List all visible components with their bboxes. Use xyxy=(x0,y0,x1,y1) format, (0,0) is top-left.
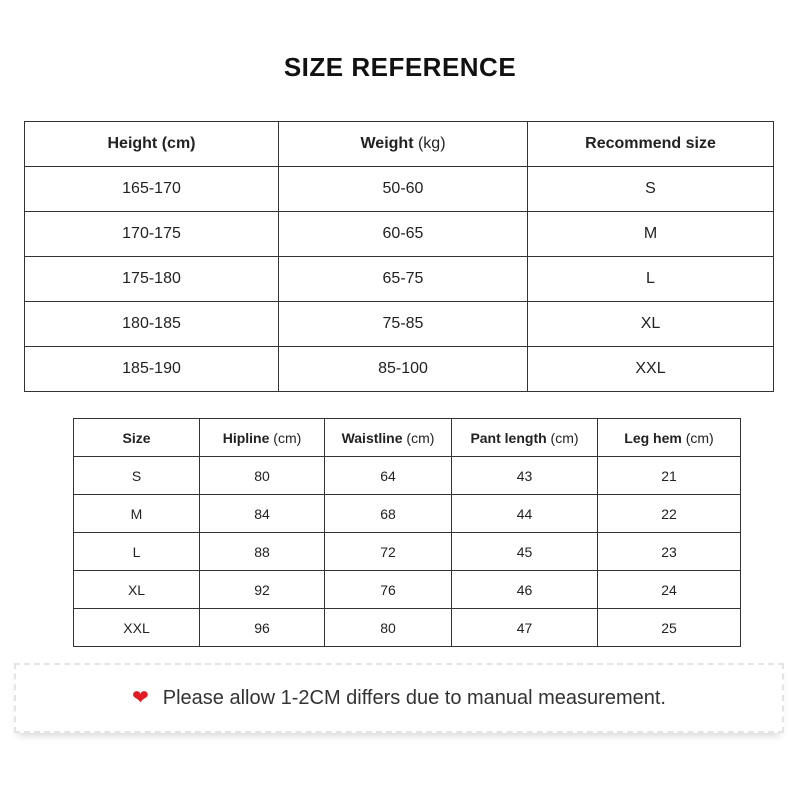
table-row xyxy=(25,167,774,212)
size-cell: S xyxy=(528,167,774,212)
height-cell: 165-170 xyxy=(25,167,279,212)
waistline-cell: 68 xyxy=(325,495,452,533)
table-header-row xyxy=(74,419,741,457)
weight-cell: 65-75 xyxy=(279,257,528,302)
header-height: Height (cm) xyxy=(25,122,279,167)
leg-hem-cell: 25 xyxy=(598,609,741,647)
size-cell: XXL xyxy=(74,609,200,647)
leg-hem-cell: 22 xyxy=(598,495,741,533)
leg-hem-cell: 21 xyxy=(598,457,741,495)
height-cell: 170-175 xyxy=(25,212,279,257)
size-cell: M xyxy=(74,495,200,533)
weight-cell: 50-60 xyxy=(279,167,528,212)
hipline-cell: 92 xyxy=(200,571,325,609)
hipline-cell: 88 xyxy=(200,533,325,571)
size-cell: S xyxy=(74,457,200,495)
pant-length-cell: 43 xyxy=(452,457,598,495)
hipline-cell: 80 xyxy=(200,457,325,495)
pant-length-cell: 44 xyxy=(452,495,598,533)
table-row xyxy=(25,257,774,302)
size-reference-table xyxy=(24,121,774,392)
size-cell: XL xyxy=(74,571,200,609)
waistline-cell: 76 xyxy=(325,571,452,609)
pant-length-cell: 47 xyxy=(452,609,598,647)
hipline-cell: 84 xyxy=(200,495,325,533)
measurement-note xyxy=(14,663,784,733)
size-cell: L xyxy=(74,533,200,571)
table-row xyxy=(74,571,741,609)
heart-icon: ❤ xyxy=(132,687,149,709)
hipline-cell: 96 xyxy=(200,609,325,647)
size-cell: M xyxy=(528,212,774,257)
weight-cell: 60-65 xyxy=(279,212,528,257)
waistline-cell: 80 xyxy=(325,609,452,647)
leg-hem-cell: 24 xyxy=(598,571,741,609)
size-cell: XL xyxy=(528,302,774,347)
size-cell: L xyxy=(528,257,774,302)
table-header-row xyxy=(25,122,774,167)
header-size: Size xyxy=(74,419,200,457)
header-weight: Weight (kg) xyxy=(279,122,528,167)
pant-length-cell: 46 xyxy=(452,571,598,609)
page-title: SIZE REFERENCE xyxy=(283,52,517,82)
table-row xyxy=(74,457,741,495)
height-cell: 185-190 xyxy=(25,347,279,392)
weight-cell: 75-85 xyxy=(279,302,528,347)
header-leg-hem: Leg hem (cm) xyxy=(598,419,741,457)
header-recommend-size: Recommend size xyxy=(528,122,774,167)
height-cell: 175-180 xyxy=(25,257,279,302)
weight-cell: 85-100 xyxy=(279,347,528,392)
table-row xyxy=(25,212,774,257)
size-cell: XXL xyxy=(528,347,774,392)
header-waistline: Waistline (cm) xyxy=(325,419,452,457)
pant-length-cell: 45 xyxy=(452,533,598,571)
header-pant-length: Pant length (cm) xyxy=(452,419,598,457)
waistline-cell: 72 xyxy=(325,533,452,571)
size-measurement-table xyxy=(73,418,741,647)
note-text: Please allow 1-2CM differs due to manual measurement. xyxy=(162,686,666,709)
waistline-cell: 64 xyxy=(325,457,452,495)
table-row xyxy=(25,302,774,347)
table-row xyxy=(25,347,774,392)
table-row xyxy=(74,609,741,647)
table-row xyxy=(74,533,741,571)
header-hipline: Hipline (cm) xyxy=(200,419,325,457)
table-row xyxy=(74,495,741,533)
height-cell: 180-185 xyxy=(25,302,279,347)
leg-hem-cell: 23 xyxy=(598,533,741,571)
